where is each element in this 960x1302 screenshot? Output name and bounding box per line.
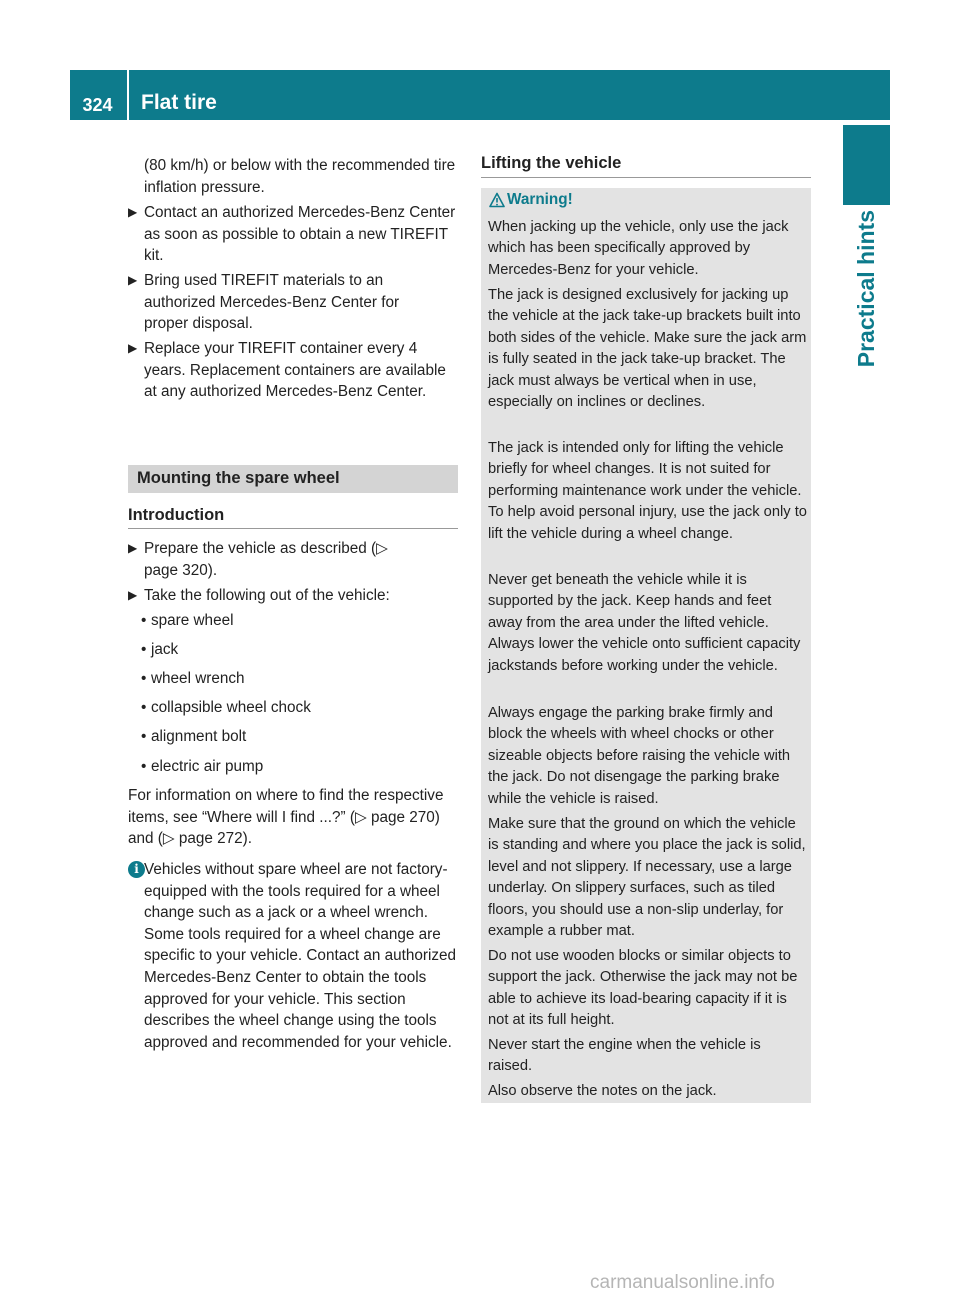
warning-paragraph: The jack is intended only for lifting the vehicle briefly for wheel changes. It is not suited for performing maintenance work under the vehicle. To help avoid personal injury, use the jack only to lift the vehicle during a wheel change. xyxy=(488,440,807,542)
step-arrow-icon: ▶ xyxy=(128,341,138,355)
warning-paragraph: Do not use wooden blocks or similar objects to support the jack. Otherwise the jack may not be able to achieve its load-bearing capacity if it is not at its full height. xyxy=(488,948,798,1029)
header-divider xyxy=(127,70,129,120)
side-tab-label: Practical hints xyxy=(853,210,879,368)
step-arrow-icon: ▶ xyxy=(128,588,138,602)
info-paragraph: For information on where to find the respective items, see “Where will I find ...?” (▷ page 270) and (▷ page 272). xyxy=(128,787,444,848)
warning-paragraph: Make sure that the ground on which the vehicle is standing and where you place the jack is solid, level and not slippery. If necessary, use a large underlay. On slippery surfaces, such as tiled floors, you should use a non-slip underlay, for example a rubber mat. xyxy=(488,816,806,940)
step-arrow-icon: ▶ xyxy=(128,541,138,555)
note-paragraph: Vehicles without spare wheel are not factory-equipped with the tools required for a wheel change such as a jack or a wheel wrench. Some tools required for a wheel change are specific to your vehicle. Contact an authorized Mercedes-Benz Center to obtain the tools approved for your vehicle. This section describes the wheel change using the tools approved and recommended for your vehicle. xyxy=(144,861,457,1051)
warning-paragraph: The jack is designed exclusively for jacking up the vehicle at the jack take-up brackets built into both sides of the vehicle. Make sure the jack arm is fully seated in the jack take-up bracket. The jack must always be vertical when in use, especially on inclines or declines. xyxy=(488,287,807,411)
step-arrow-icon: ▶ xyxy=(128,205,138,219)
step-arrow-icon: ▶ xyxy=(128,273,138,287)
warning-paragraph: When jacking up the vehicle, only use the jack which has been specifically approved by Mercedes-Benz for your vehicle. xyxy=(488,219,789,278)
warning-paragraph: Always engage the parking brake firmly and block the wheels with wheel chocks or other sizeable objects before raising the vehicle with the jack. Do not disengage the parking brake while the vehicle is raised. xyxy=(488,705,791,807)
lifting-heading: Lifting the vehicle xyxy=(481,154,622,172)
warning-paragraph: Never start the engine when the vehicle is raised. xyxy=(488,1037,761,1075)
lifting-rule xyxy=(481,177,811,178)
side-tab-block xyxy=(843,125,890,205)
info-icon: i xyxy=(128,861,145,878)
page-number: 324 xyxy=(82,95,113,115)
warning-paragraph: Also observe the notes on the jack. xyxy=(488,1083,717,1099)
warning-triangle-icon xyxy=(489,192,505,208)
watermark-text: carmanualsonline.info xyxy=(590,1272,775,1293)
section-title: Flat tire xyxy=(141,91,217,114)
subheading-rule xyxy=(128,528,458,529)
warning-paragraph: Never get beneath the vehicle while it is supported by the jack. Keep hands and feet away from the area under the lifted vehicle. Always lower the vehicle onto sufficient capacity jackstands before working under the vehicle. xyxy=(488,572,801,674)
subheading-introduction: Introduction xyxy=(128,506,225,524)
section-heading: Mounting the spare wheel xyxy=(128,465,458,493)
warning-title: Warning! xyxy=(507,191,573,208)
